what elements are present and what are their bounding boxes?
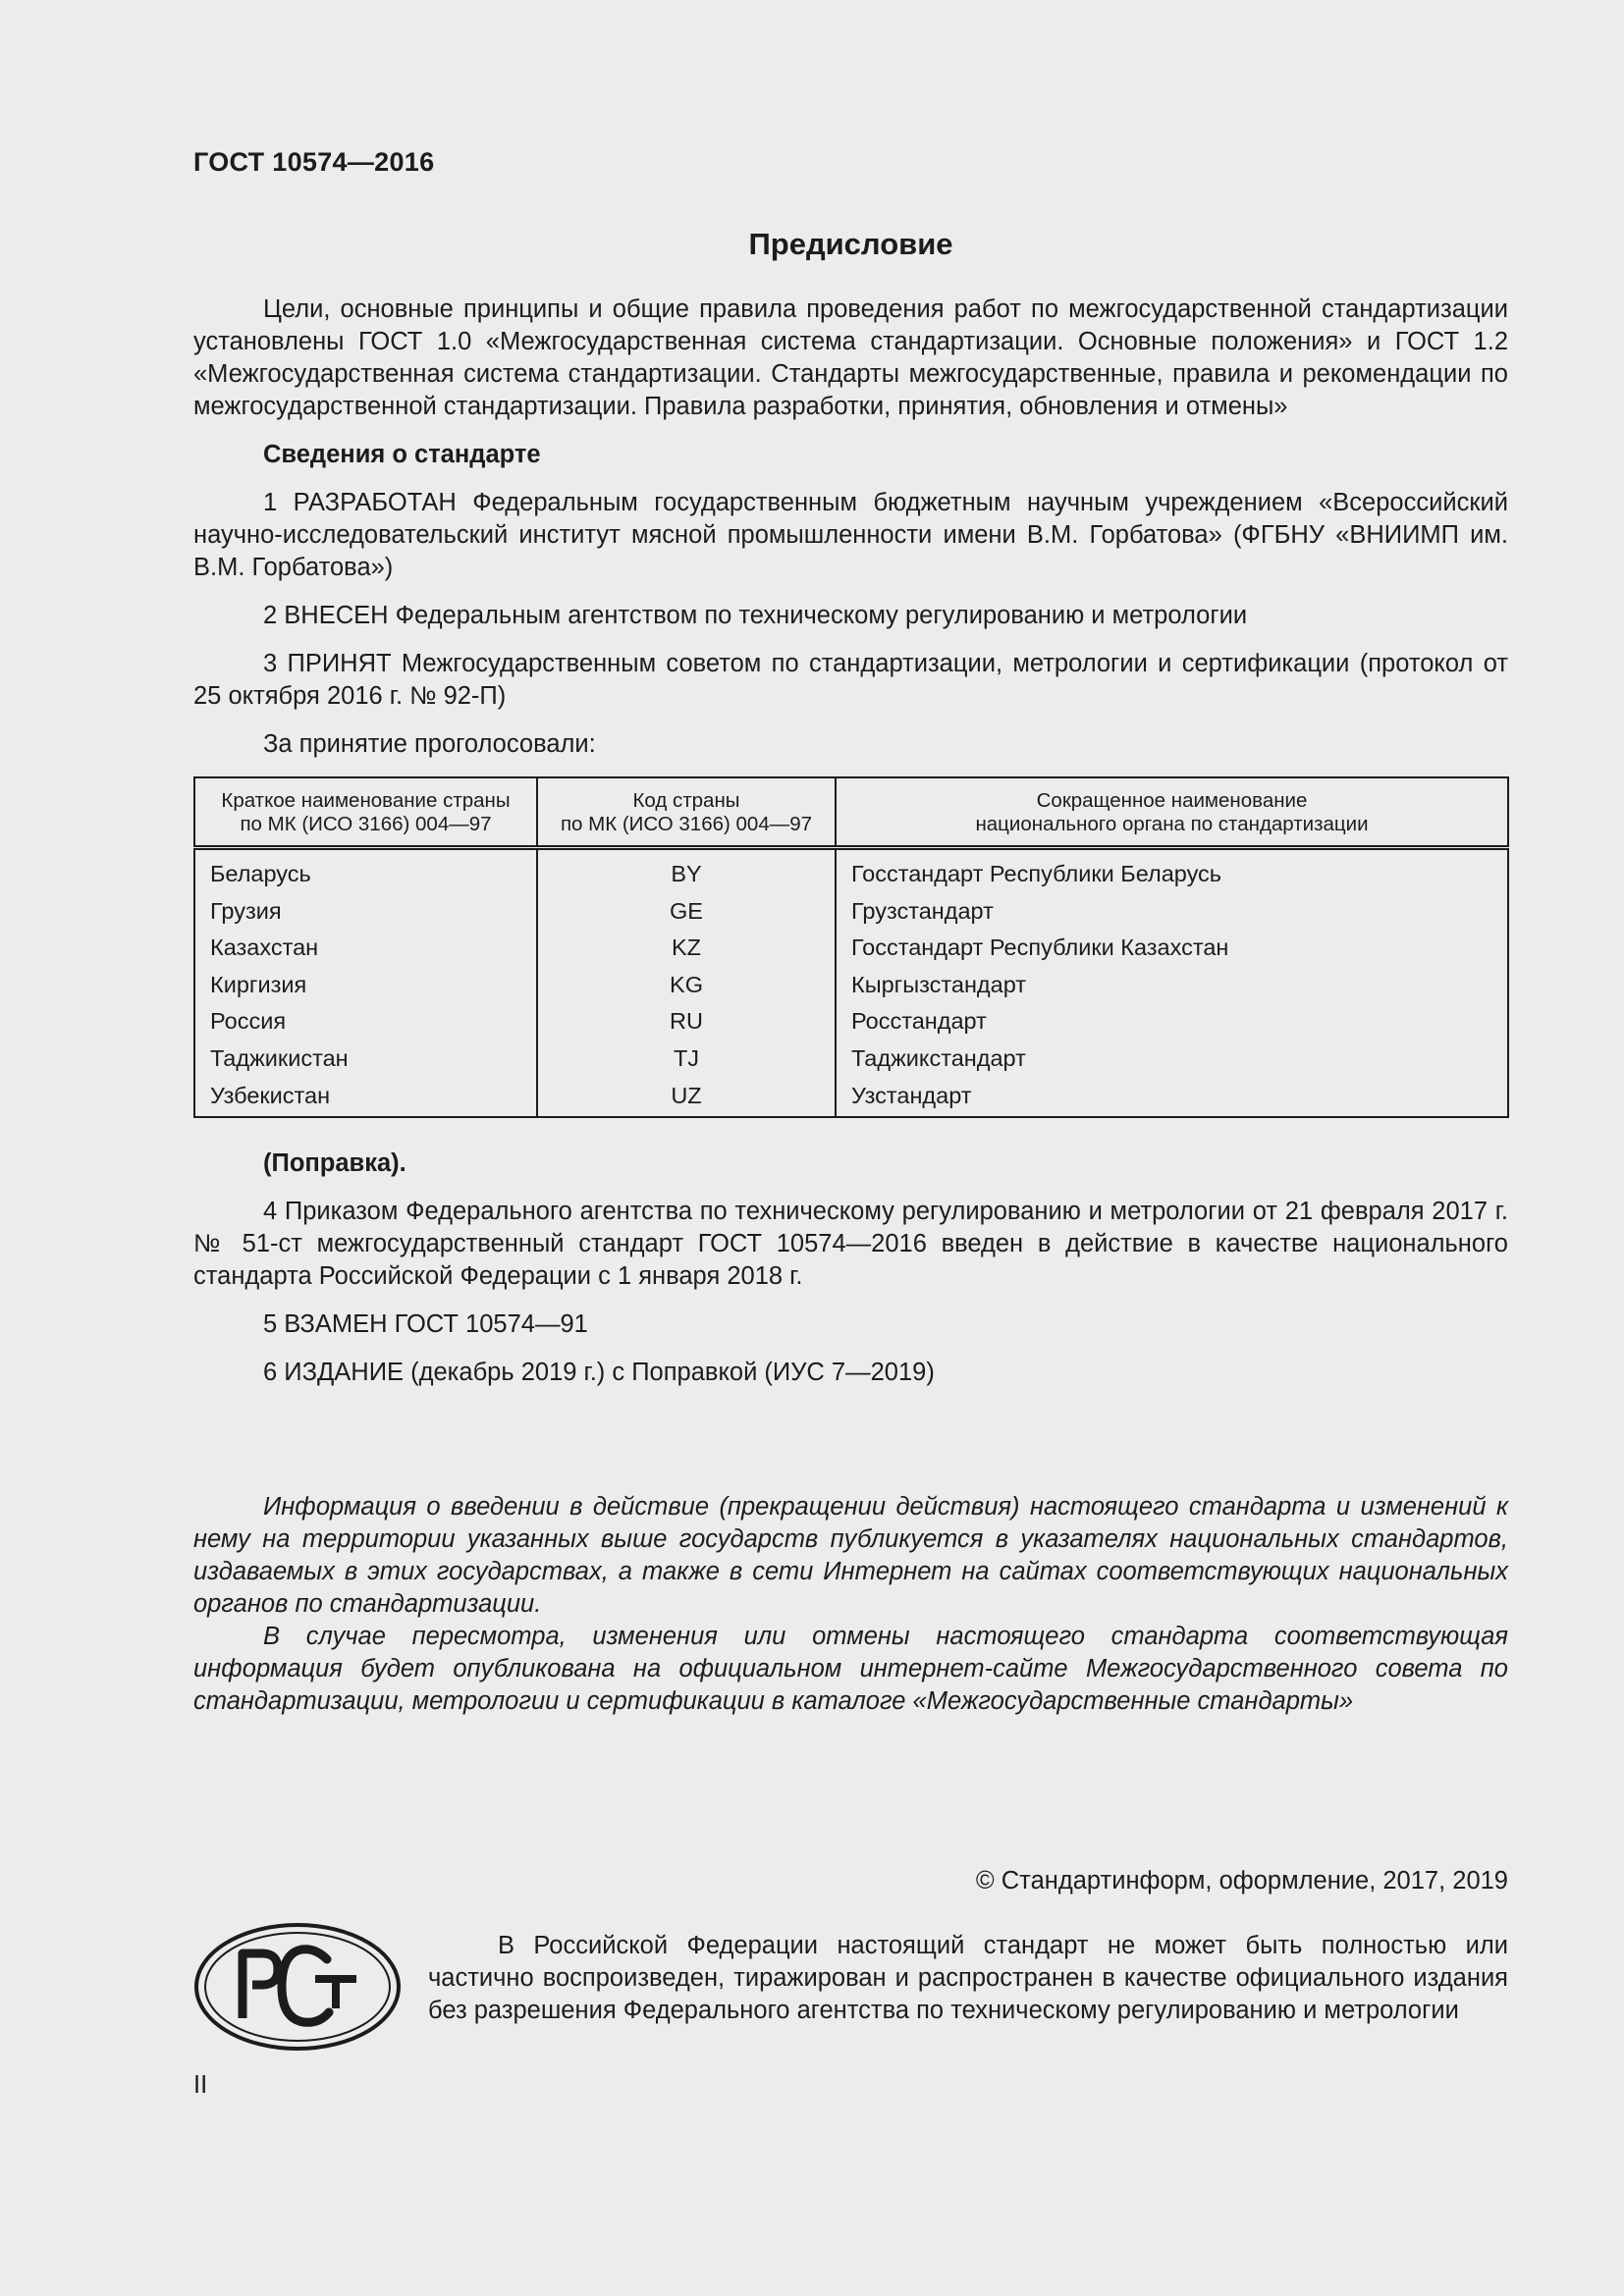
column-header-body-line2: национального органа по стандартизации [975, 813, 1369, 835]
column-header-code-line1: Код страны [632, 789, 740, 812]
country-code-cell: KG [537, 967, 836, 1004]
column-header-body [836, 777, 1508, 848]
country-cell: Киргизия [210, 971, 307, 997]
country-cell: Казахстан [210, 934, 319, 961]
table-row [194, 1041, 1508, 1078]
rst-certification-mark-icon [193, 1922, 402, 2052]
table-row [194, 930, 1508, 967]
item-replaces: 5 ВЗАМЕН ГОСТ 10574—91 [263, 1310, 588, 1339]
document-id-header: ГОСТ 10574—2016 [193, 147, 435, 177]
item-edition: 6 ИЗДАНИЕ (декабрь 2019 г.) с Поправкой (ИУС 7—2019) [263, 1359, 935, 1387]
standards-body-cell: Таджикстандарт [836, 1041, 1508, 1078]
column-header-country [194, 777, 537, 848]
page-title: Предисловие [748, 227, 953, 261]
voting-countries-table [193, 776, 1509, 1118]
standards-body-cell: Узстандарт [836, 1078, 1508, 1118]
country-cell: Узбекистан [210, 1082, 331, 1108]
info-note-paragraph-2: В случае пересмотра, изменения или отмены настоящего стандарта соответствующая информация будет опубликована на официальном интернет-сайте Межгосударственного совета по стандартизации, метрологии и сертификации в каталоге «Межгосударственные стандарты» [193, 1623, 1508, 1716]
item-introduced: 2 ВНЕСЕН Федеральным агентством по техническому регулированию и метрологии [263, 602, 1248, 629]
country-code-cell: KZ [537, 930, 836, 967]
column-header-body-line1: Сокращенное наименование [1036, 789, 1308, 812]
table-row [194, 848, 1508, 893]
page-number: II [193, 2071, 208, 2099]
country-cell: Россия [210, 1008, 287, 1035]
intro-paragraph: Цели, основные принципы и общие правила проведения работ по межгосударственной стандартизации установлены ГОСТ 1.0 «Межгосударственная система стандартизации. Основные положения» и ГОСТ 1.2 «Межгосударственная система стандартизации. Стандарты межгосударственные, правила и рекомендации по межгосударственной стандартизации. Правила разработки, принятия, обновления и отмены» [193, 295, 1508, 420]
copyright-line: © Стандартинформ, оформление, 2017, 2019 [975, 1867, 1508, 1895]
table-row [194, 1078, 1508, 1118]
country-cell: Грузия [210, 897, 282, 924]
standards-body-cell: Росстандарт [836, 1003, 1508, 1041]
country-cell: Таджикистан [210, 1044, 349, 1071]
column-header-country-line2: по МК (ИСО 3166) 004—97 [240, 813, 492, 835]
country-code-cell: GE [537, 893, 836, 931]
item-developed: 1 РАЗРАБОТАН Федеральным государственным бюджетным научным учреждением «Всероссийский научно-исследовательский институт мясной промышленности имени В.М. Горбатова» (ФГБНУ «ВНИИМП им. В.М. Горбатова») [193, 489, 1508, 581]
table-row [194, 893, 1508, 931]
item-enforcement-order: 4 Приказом Федерального агентства по техническому регулированию и метрологии от 21 февраля 2017 г. № 51-ст межгосударственный стандарт ГОСТ 10574—2016 введен в действие в качестве национального стандарта Российской Федерации с 1 января 2018 г. [193, 1198, 1508, 1291]
amendment-label: (Поправка). [263, 1149, 406, 1178]
column-header-code [537, 777, 836, 848]
table-row [194, 967, 1508, 1004]
info-heading: Сведения о стандарте [263, 441, 541, 468]
info-note-paragraph-1: Информация о введении в действие (прекращении действия) настоящего стандарта и изменений к нему на территории указанных выше государств публикуется в указателях национальных стандартов, издаваемых в этих государствах, а также в сети Интернет на сайтах соответствующих национальных органов по стандартизации. [193, 1493, 1508, 1619]
table-row [194, 1003, 1508, 1041]
column-header-code-line2: по МК (ИСО 3166) 004—97 [560, 813, 813, 835]
country-code-cell: UZ [537, 1078, 836, 1118]
country-code-cell: BY [537, 848, 836, 893]
reproduction-notice: В Российской Федерации настоящий стандарт не может быть полностью или частично воспроизведен, тиражирован и распространен в качестве официального издания без разрешения Федерального агентства по техническому регулированию и метрологии [428, 1932, 1508, 2024]
standards-body-cell: Госстандарт Республики Казахстан [836, 930, 1508, 967]
country-code-cell: TJ [537, 1041, 836, 1078]
standards-body-cell: Грузстандарт [836, 893, 1508, 931]
column-header-country-line1: Краткое наименование страны [221, 789, 511, 812]
country-cell: Беларусь [210, 861, 311, 886]
table-header-row [194, 777, 1508, 848]
item-adopted: 3 ПРИНЯТ Межгосударственным советом по стандартизации, метрологии и сертификации (протокол от 25 октября 2016 г. № 92-П) [193, 650, 1508, 710]
foreword-content [193, 218, 1508, 1718]
standards-body-cell: Госстандарт Республики Беларусь [836, 848, 1508, 893]
country-code-cell: RU [537, 1003, 836, 1041]
info-note [193, 1491, 1508, 1718]
voted-label: За принятие проголосовали: [263, 730, 596, 758]
standards-body-cell: Кыргызстандарт [836, 967, 1508, 1004]
